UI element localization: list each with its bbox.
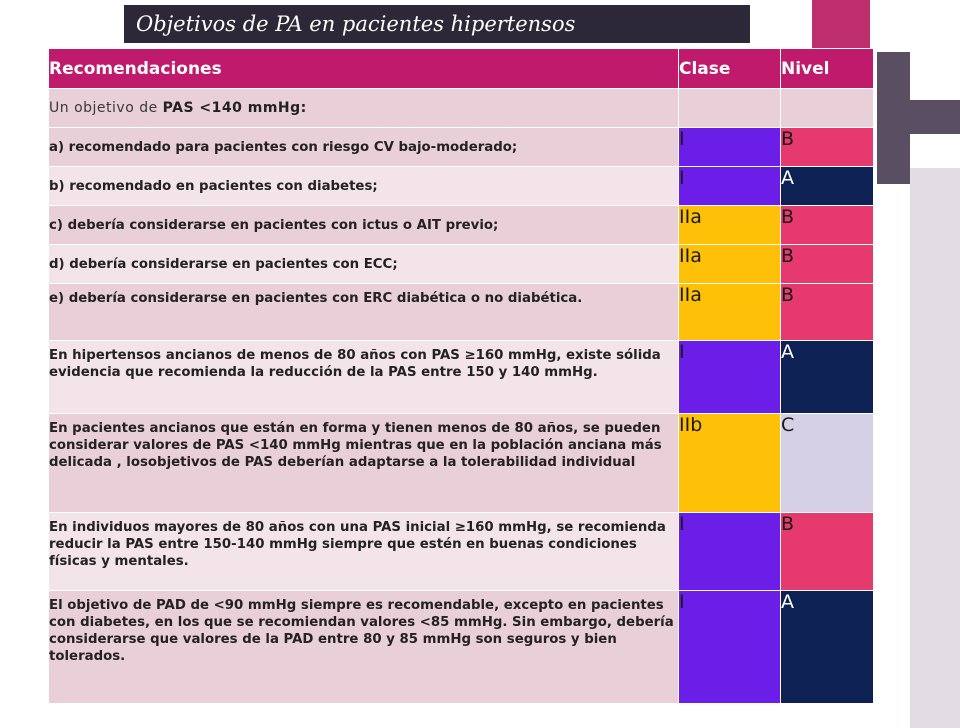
class-cell: IIa: [679, 284, 781, 341]
level-cell: A: [781, 341, 874, 414]
recommendation-text: En pacientes ancianos que están en forma y tienen menos de 80 años, se pueden considerar valores de PAS <140 mmHg mientras que en la población anciana más delicada , losobjetivos de PAS deberían adaptarse a la tolerabilidad individual: [49, 414, 679, 513]
level-cell: B: [781, 284, 874, 341]
recommendation-text: b) recomendado en pacientes con diabetes;: [49, 167, 679, 206]
table-header-row: [49, 49, 874, 89]
recommendation-text: En individuos mayores de 80 años con una PAS inicial ≥160 mmHg, se recomienda reducir la PAS entre 150-140 mmHg siempre que estén en buenas condiciones físicas y mentales.: [49, 513, 679, 591]
recommendation-text: En hipertensos ancianos de menos de 80 años con PAS ≥160 mmHg, existe sólida evidencia que recomienda la reducción de la PAS entre 150 y 140 mmHg.: [49, 341, 679, 414]
level-cell: B: [781, 206, 874, 245]
recommendation-text: c) debería considerarse en pacientes con ictus o AIT previo;: [49, 206, 679, 245]
recommendation-text: e) debería considerarse en pacientes con ERC diabética o no diabética.: [49, 284, 679, 341]
recommendation-text: El objetivo de PAD de <90 mmHg siempre es recomendable, excepto en pacientes con diabetes, en los que se recomiendan valores <85 mmHg. Sin embargo, debería considerarse que valores de la PAD entre 80 y 85 mmHg son seguros y bien tolerados.: [49, 591, 679, 704]
class-cell: IIa: [679, 245, 781, 284]
intro-emphasis: PAS <140 mmHg: [162, 99, 301, 116]
table-row: [49, 128, 874, 167]
header-class: Clase: [679, 49, 781, 89]
intro-class-empty: [679, 89, 781, 128]
recommendation-text: a) recomendado para pacientes con riesgo CV bajo-moderado;: [49, 128, 679, 167]
table-row: [49, 245, 874, 284]
table-row: [49, 591, 874, 704]
table-row: [49, 513, 874, 591]
header-level: Nivel: [781, 49, 874, 89]
level-cell: B: [781, 128, 874, 167]
table-row: [49, 167, 874, 206]
class-cell: I: [679, 128, 781, 167]
class-cell: IIa: [679, 206, 781, 245]
table-row: [49, 341, 874, 414]
table-row: [49, 284, 874, 341]
class-cell: I: [679, 591, 781, 704]
level-cell: C: [781, 414, 874, 513]
intro-cell: [49, 89, 679, 128]
decorative-side-bar: [910, 168, 960, 728]
intro-level-empty: [781, 89, 874, 128]
slide-title: Objetivos de PA en pacientes hipertensos: [136, 12, 576, 36]
slide-title-bar: [124, 5, 750, 43]
header-recommendations: Recomendaciones: [49, 49, 679, 89]
intro-suffix: :: [300, 99, 307, 116]
class-cell: I: [679, 513, 781, 591]
table-row: [49, 206, 874, 245]
level-cell: A: [781, 167, 874, 206]
table-row-intro: [49, 89, 874, 128]
class-cell: IIb: [679, 414, 781, 513]
recommendation-text: d) debería considerarse en pacientes con ECC;: [49, 245, 679, 284]
table-row: [49, 414, 874, 513]
level-cell: B: [781, 513, 874, 591]
level-cell: B: [781, 245, 874, 284]
intro-prefix: Un objetivo de: [49, 99, 163, 116]
decorative-plus-dark-horizontal: [877, 100, 960, 134]
class-cell: I: [679, 341, 781, 414]
level-cell: A: [781, 591, 874, 704]
recommendations-table: [48, 48, 874, 704]
class-cell: I: [679, 167, 781, 206]
